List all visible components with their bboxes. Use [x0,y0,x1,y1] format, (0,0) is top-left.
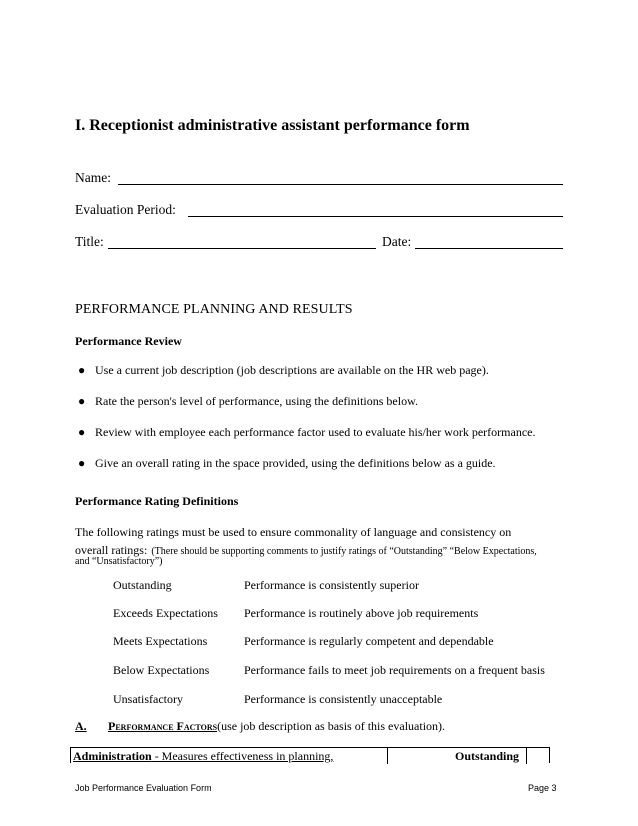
name-field-line[interactable] [118,184,563,185]
rating-definition-meets: Performance is regularly competent and dependable [244,634,494,648]
form-title: I. Receptionist administrative assistant performance form [75,117,470,134]
section-heading: PERFORMANCE PLANNING AND RESULTS [75,302,353,317]
outstanding-rating-checkbox[interactable] [531,751,545,763]
bullet-icon: ● [78,394,86,408]
name-label: Name: [75,170,111,185]
date-field-line[interactable] [415,248,563,249]
footer-left: Job Performance Evaluation Form [75,783,212,793]
footer-page-number: Page 3 [528,783,557,793]
rating-name-below: Below Expectations [113,663,210,677]
performance-review-heading: Performance Review [75,334,182,348]
rating-intro-line-2: overall ratings: [75,543,148,557]
evaluation-period-field-line[interactable] [188,216,563,217]
rating-name-unsatisfactory: Unsatisfactory [113,692,183,706]
rating-intro-note: (There should be supporting comments to justify ratings of “Outstanding” “Below Expectations, [151,546,537,557]
date-label: Date: [382,234,412,249]
rating-name-meets: Meets Expectations [113,634,208,648]
review-bullet-2: Rate the person's level of performance, using the definitions below. [95,394,418,408]
rating-intro-line-1: The following ratings must be used to ensure commonality of language and consistency on [75,525,512,539]
review-bullet-1: Use a current job description (job descriptions are available on the HR web page). [95,363,489,377]
bullet-icon: ● [78,456,86,470]
factor-table-row [70,747,550,763]
bullet-icon: ● [78,363,86,377]
rating-definition-outstanding: Performance is consistently superior [244,578,419,592]
review-bullet-3: Review with employee each performance factor used to evaluate his/her work performance. [95,425,536,439]
rating-definition-unsatisfactory: Performance is consistently unacceptable [244,692,443,706]
rating-intro-note-continued: and “Unsatisfactory”) [75,556,163,567]
rating-definitions-heading: Performance Rating Definitions [75,494,239,508]
table-category: Administration [73,749,152,763]
title-field-line[interactable] [108,248,376,249]
factors-note: (use job description as basis of this evaluation). [217,719,446,733]
factors-letter: A. [75,719,87,733]
evaluation-period-label: Evaluation Period: [75,202,176,217]
table-rating-header: Outstanding [455,749,520,763]
bullet-icon: ● [78,425,86,439]
rating-definition-exceeds: Performance is routinely above job requirements [244,606,479,620]
table-description: - Measures effectiveness in planning, [151,749,334,763]
rating-name-outstanding: Outstanding [113,578,172,592]
rating-name-exceeds: Exceeds Expectations [113,606,218,620]
factors-heading: Performance Factors [108,719,218,733]
review-bullet-4: Give an overall rating in the space provided, using the definitions below as a guide. [95,456,496,470]
rating-definition-below: Performance fails to meet job requirements on a frequent basis [244,663,545,677]
table-divider [526,748,527,764]
table-divider [387,748,388,764]
title-label: Title: [75,234,104,249]
